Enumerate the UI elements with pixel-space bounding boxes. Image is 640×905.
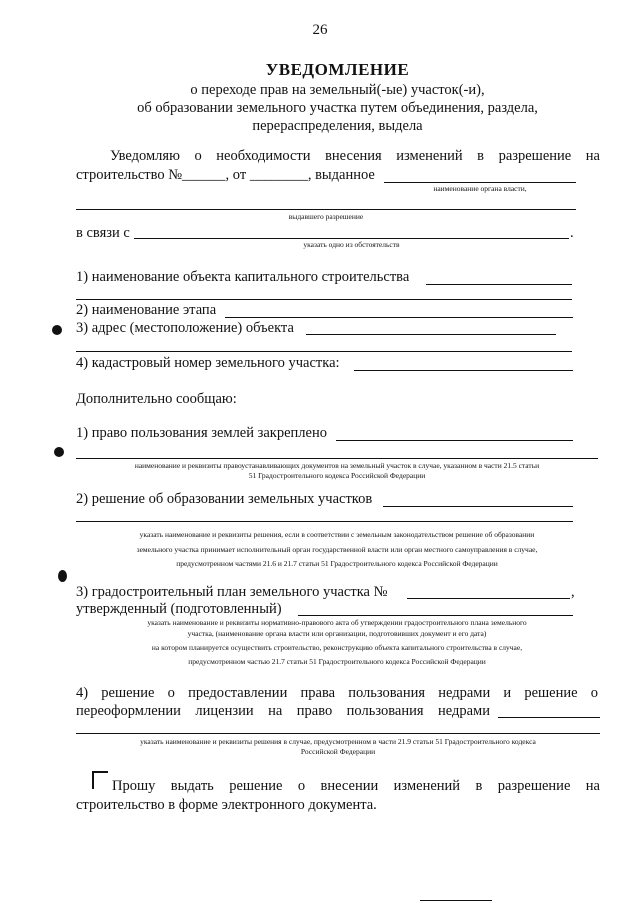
intro-line-2: строительство №______, от ________, выданное [76,167,375,183]
caption-urban-plan-4: предусмотренном частью 21.7 статьи 51 Градостроительного кодекса Российской Федерации [188,657,486,666]
item-object-name: 1) наименование объекта капитального строительства [76,269,410,285]
object-name-field-line [426,284,572,285]
urban-plan-number-line [407,598,570,599]
item-stage-name: 2) наименование этапа [76,302,217,318]
circumstance-field-line [134,238,569,239]
issuer-field-line-2 [76,209,576,210]
item-land-formation-decision: 2) решение об образовании земельных участков [76,491,373,507]
subsoil-decision-field-line [498,717,600,718]
issuer-field-line [384,182,576,183]
punch-hole-mark [52,325,62,335]
caption-circumstance: указать одно из обстоятельств [303,240,400,249]
caption-land-formation-3: предусмотренном частями 21.6 и 21.7 статьи 51 Градостроительного кодекса Российской Федерации [176,559,498,568]
caption-land-formation-1: указать наименование и реквизиты решения, если в соответствии с земельным законодательством решение об образовании [139,530,535,539]
caption-urban-plan-2: участка, (наименование органа власти или организации, подготовивших документ и его дата) [187,629,487,638]
item-cadastral-number: 4) кадастровый номер земельного участка: [76,355,340,371]
caption-subsoil-2: Российской Федерации [300,747,376,756]
land-use-right-field-line [336,440,573,441]
land-formation-field-line [383,506,573,507]
caption-land-use-right-2: 51 Градостроительного кодекса Российской Федерации [248,471,426,480]
object-name-field-line-2 [76,299,572,300]
land-use-right-field-line-2 [76,458,598,459]
caption-subsoil-1: указать наименование и реквизиты решения в случае, предусмотренном в части 21.9 статьи 51 Градостроительного кодекса [140,737,536,746]
document-subtitle-3: перераспределения, выдела [252,118,423,134]
stage-name-field-line [225,317,573,318]
caption-authority: наименование органа власти, [433,184,527,193]
document-subtitle-1: о переходе прав на земельный(-ые) участок(-и), [190,82,485,98]
caption-urban-plan-1: указать наименование и реквизиты нормативно-правового акта об утверждении градостроительного плана земельного [147,618,527,627]
address-field-line [306,334,556,335]
in-connection-label: в связи с [76,225,130,241]
page-number: 26 [312,22,328,38]
item-urban-plan-approved: утвержденный (подготовленный) [76,601,282,617]
checkbox-bracket [92,771,108,789]
urban-plan-approved-line [298,615,573,616]
item-land-use-right: 1) право пользования землей закреплено [76,425,327,441]
bottom-line [420,900,492,901]
caption-urban-plan-3: на котором планируется осуществить строительство, реконструкцию объекта капитального строительства в случае, [151,643,523,652]
item-subsoil-decision-2: переоформлении лицензии на право пользования недрами [76,703,490,719]
caption-land-use-right-1: наименование и реквизиты правоустанавливающих документов на земельный участок в случае, указанном в части 21.5 статьи [134,461,540,470]
item-address: 3) адрес (местоположение) объекта [76,320,294,336]
punch-hole-mark-3 [58,570,67,582]
intro-line-1: Уведомляю о необходимости внесения изменений в разрешение на [110,148,600,164]
document-subtitle-2: об образовании земельного участка путем объединения, раздела, [137,100,538,116]
address-field-line-2 [76,351,572,352]
punch-hole-mark-2 [54,447,64,457]
subsoil-decision-field-line-2 [76,733,600,734]
item-urban-plan: 3) градостроительный план земельного участка № [76,584,388,600]
land-formation-field-line-2 [76,521,573,522]
in-connection-period: . [570,225,574,241]
item-subsoil-decision-1: 4) решение о предоставлении права пользования недрами и решение о [76,685,598,701]
caption-land-formation-2: земельного участка принимает исполнительный орган государственной власти или орган местного самоуправления в случае, [136,545,538,554]
cadastral-number-field-line [354,370,573,371]
document-title: УВЕДОМЛЕНИЕ [265,60,410,79]
request-line-2: строительство в форме электронного документа. [76,797,377,813]
caption-issuer: выдавшего разрешение [288,212,364,221]
request-line-1: Прошу выдать решение о внесении изменений в разрешение на [112,778,600,794]
urban-plan-comma: , [571,584,575,600]
additional-heading: Дополнительно сообщаю: [76,391,237,407]
